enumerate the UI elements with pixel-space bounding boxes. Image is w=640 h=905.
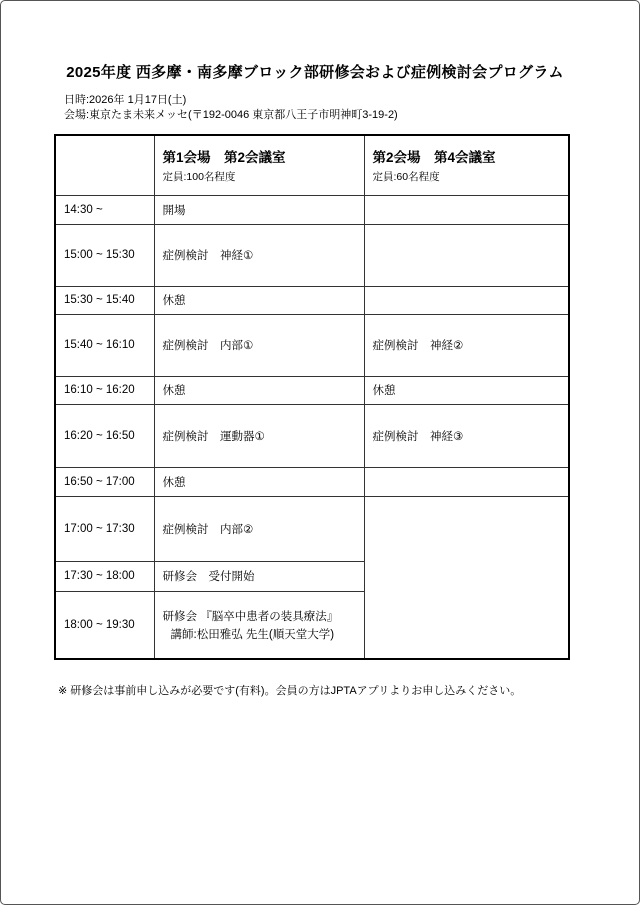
schedule-table <box>54 134 570 660</box>
event-info <box>64 93 398 122</box>
event-cell <box>364 195 569 224</box>
event-cell: 症例検討 神経③ <box>364 404 569 467</box>
venue-name: 第2会場 第4会議室 <box>372 150 496 166</box>
table-row <box>55 496 569 561</box>
corner-cell <box>55 135 154 195</box>
table-row <box>55 286 569 314</box>
event-cell: 症例検討 内部① <box>154 314 364 376</box>
table-row <box>55 224 569 286</box>
event-datetime: 日時:2026年 1月17日(土) <box>64 94 187 106</box>
table-row <box>55 376 569 404</box>
event-cell: 休憩 <box>364 376 569 404</box>
event-cell-merged-empty <box>364 496 569 659</box>
time-cell: 18:00 ~ 19:30 <box>55 591 154 659</box>
event-cell: 休憩 <box>154 286 364 314</box>
event-cell: 研修会 受付開始 <box>154 561 364 591</box>
venue-capacity: 定員:60名程度 <box>372 171 440 184</box>
event-cell: 症例検討 神経② <box>364 314 569 376</box>
footer-note: ※ 研修会は事前申し込みが必要です(有料)。会員の方はJPTAアプリよりお申し込みください。 <box>58 685 522 697</box>
time-cell: 16:20 ~ 16:50 <box>55 404 154 467</box>
event-cell: 症例検討 内部② <box>154 496 364 561</box>
table-row <box>55 467 569 496</box>
time-cell: 16:10 ~ 16:20 <box>55 376 154 404</box>
time-cell: 16:50 ~ 17:00 <box>55 467 154 496</box>
venue-name: 第1会場 第2会議室 <box>162 150 286 166</box>
event-cell: 休憩 <box>154 376 364 404</box>
event-venue: 会場:東京たま未来メッセ(〒192-0046 東京都八王子市明神町3-19-2) <box>64 108 398 121</box>
venue-header-hall2 <box>364 135 569 195</box>
event-cell: 症例検討 運動器① <box>154 404 364 467</box>
time-cell: 15:40 ~ 16:10 <box>55 314 154 376</box>
event-cell <box>364 467 569 496</box>
venue-capacity: 定員:100名程度 <box>162 171 236 184</box>
table-row <box>55 404 569 467</box>
event-cell: 症例検討 神経① <box>154 224 364 286</box>
event-cell-seminar <box>154 591 364 659</box>
event-cell <box>364 224 569 286</box>
time-cell: 17:00 ~ 17:30 <box>55 496 154 561</box>
table-row <box>55 314 569 376</box>
event-cell <box>364 286 569 314</box>
event-cell: 開場 <box>154 195 364 224</box>
page-title: 2025年度 西多摩・南多摩ブロック部研修会および症例検討会プログラム <box>66 64 564 81</box>
venue-header-hall1 <box>154 135 364 195</box>
time-cell: 15:30 ~ 15:40 <box>55 286 154 314</box>
time-cell: 15:00 ~ 15:30 <box>55 224 154 286</box>
header-row <box>55 135 569 195</box>
time-cell: 17:30 ~ 18:00 <box>55 561 154 591</box>
time-cell: 14:30 ~ <box>55 195 154 224</box>
table-row <box>55 195 569 224</box>
seminar-title: 研修会 『脳卒中患者の装具療法』 <box>162 610 339 623</box>
seminar-lecturer: 講師:松田雅弘 先生(順天堂大学) <box>170 628 335 641</box>
event-cell: 休憩 <box>154 467 364 496</box>
